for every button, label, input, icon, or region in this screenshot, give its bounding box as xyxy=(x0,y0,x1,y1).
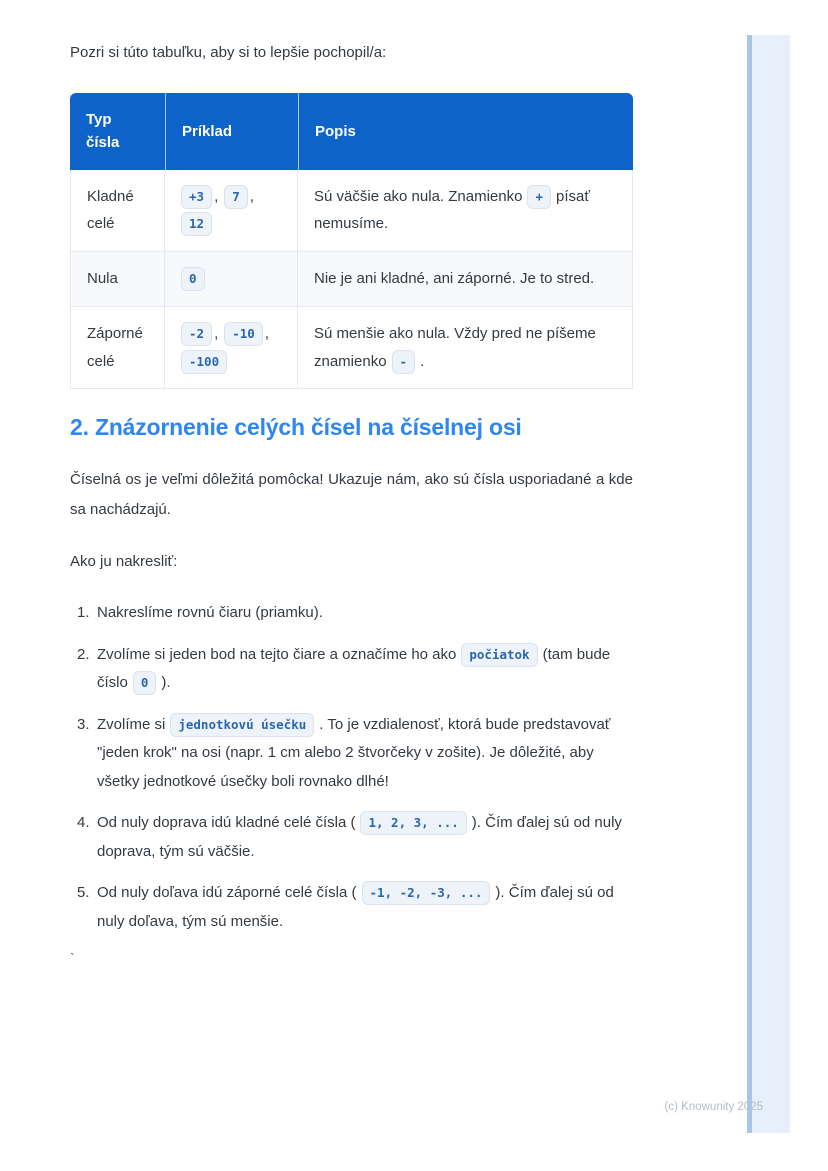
column-header-popis: Popis xyxy=(298,93,633,170)
cell-type: Kladné celé xyxy=(70,170,165,253)
cell-description xyxy=(298,170,633,253)
list-item-1 xyxy=(70,599,633,628)
list-text: ). Čím ďalej sú od nuly doľava, tým sú menšie. xyxy=(97,884,614,930)
list-text: ). Čím ďalej sú od nuly doprava, tým sú väčšie. xyxy=(97,814,622,860)
section-paragraph: Číselná os je veľmi dôležitá pomôcka! Ukazuje nám, ako sú čísla usporiadané a kde sa nachádzajú. xyxy=(70,471,633,518)
table-header-row xyxy=(70,93,633,170)
copyright-footer: (c) Knowunity 2025 xyxy=(664,1101,763,1113)
code-badge: 0 xyxy=(133,671,157,695)
description-text: Nie je ani kladné, ani záporné. Je to stred. xyxy=(314,270,595,287)
list-text: . To je vzdialenosť, ktorá bude predstavovať "jeden krok" na osi (napr. 1 cm alebo 2 štvorčeky v zošite). Je dôležité, aby všetky jednotkové úsečky boli rovnako dlhé! xyxy=(97,715,611,790)
list-number: 5. xyxy=(77,884,90,901)
code-badge: 1, 2, 3, ... xyxy=(360,811,466,835)
example-separator: , xyxy=(214,187,219,205)
code-badge: - xyxy=(392,350,416,374)
cell-type: Záporné celé xyxy=(70,307,165,390)
list-intro: Ako ju nakresliť: xyxy=(70,552,178,570)
code-badge: +3 xyxy=(181,185,212,209)
list-text: (tam bude číslo xyxy=(97,645,611,691)
list-number: 1. xyxy=(77,604,90,621)
cell-description xyxy=(298,307,633,390)
list-text: Nakreslíme rovnú čiaru (priamku). xyxy=(97,604,323,621)
example-separator: , xyxy=(264,324,269,342)
right-scrollbar[interactable] xyxy=(747,35,790,1133)
code-badge: 0 xyxy=(181,267,205,291)
list-item-3 xyxy=(70,711,633,797)
scrollbar-track[interactable] xyxy=(752,35,790,1133)
description-text: písať nemusíme. xyxy=(314,187,590,233)
code-badge: jednotkovú úsečku xyxy=(170,713,314,737)
cell-description xyxy=(298,252,633,307)
table-row-zaporne xyxy=(70,307,633,390)
list-text: ). xyxy=(161,674,171,691)
list-text: Od nuly doprava idú kladné celé čísla ( xyxy=(97,814,356,831)
code-badge: -1, -2, -3, ... xyxy=(362,881,491,905)
example-separator: , xyxy=(249,187,254,205)
cell-type: Nula xyxy=(70,252,165,307)
cell-examples xyxy=(165,170,298,253)
section-heading: 2. Znázornenie celých čísel na číselnej osi xyxy=(70,414,522,441)
column-header-typ-cisla: Typ čísla xyxy=(70,93,165,170)
code-badge: 12 xyxy=(181,212,212,236)
description-text: Sú menšie ako nula. Vždy pred ne píšeme znamienko xyxy=(314,324,596,370)
code-badge: + xyxy=(527,185,551,209)
code-badge: -10 xyxy=(224,322,263,346)
list-text: Zvolíme si jeden bod na tejto čiare a označíme ho ako xyxy=(97,645,457,663)
document-content xyxy=(70,44,633,966)
code-badge: -2 xyxy=(181,322,212,346)
cell-examples xyxy=(165,252,298,307)
list-item-4 xyxy=(70,809,633,866)
intro-text: Pozri si túto tabuľku, aby si to lepšie pochopil/a: xyxy=(70,44,387,61)
list-text: Od nuly doľava idú záporné celé čísla ( xyxy=(97,884,357,901)
code-badge: -100 xyxy=(181,350,227,374)
table-row-nula xyxy=(70,252,633,307)
description-text: Sú väčšie ako nula. Znamienko xyxy=(314,187,523,205)
instructions-list xyxy=(70,599,633,936)
description-text: . xyxy=(420,352,425,370)
code-badge: 7 xyxy=(224,185,248,209)
list-item-2 xyxy=(70,641,633,698)
list-item-5 xyxy=(70,879,633,936)
column-header-priklad: Príklad xyxy=(165,93,298,170)
stray-backtick: ` xyxy=(70,950,75,966)
list-text: Zvolíme si xyxy=(97,715,166,733)
list-number: 3. xyxy=(77,715,90,733)
list-number: 2. xyxy=(77,645,90,663)
code-badge: počiatok xyxy=(461,643,537,667)
list-number: 4. xyxy=(77,814,90,831)
cell-examples xyxy=(165,307,298,390)
number-types-table xyxy=(70,93,633,389)
table-row-kladne xyxy=(70,170,633,253)
example-separator: , xyxy=(214,324,219,342)
